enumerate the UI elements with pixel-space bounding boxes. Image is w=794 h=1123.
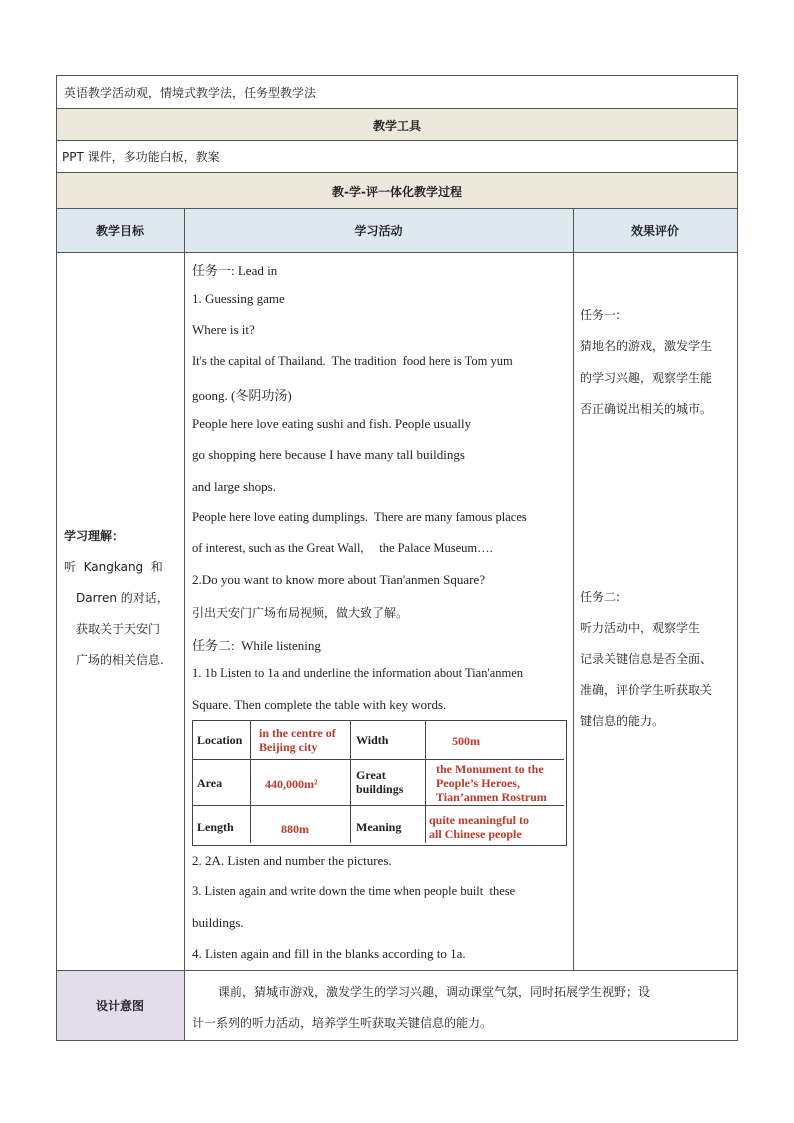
process-heading: 教-学-评一体化教学过程 (332, 185, 462, 199)
activity-line: 任务一: Lead in (192, 263, 278, 278)
width-label: Width (356, 733, 389, 747)
meaning-value: quite meaningful to all Chinese people (429, 813, 530, 841)
activity-line: 1. 1b Listen to 1a and underline the information about Tian'anmen (192, 666, 524, 680)
buildings-value: the Monument to the People’s Heroes, Tian’anmen Rostrum (436, 762, 547, 804)
activity-line: 2.Do you want to know more about Tian'anmen Square? (192, 572, 485, 587)
design-intent-line: 课前，猜城市游戏，激发学生的学习兴趣，调动课堂气氛，同时拓展学生视野；设 (218, 985, 651, 999)
location-label: Location (197, 733, 243, 747)
evaluation-line: 否正确说出相关的城市。 (580, 402, 713, 416)
activity-line: People here love eating dumplings. There are many famous places (192, 510, 527, 524)
tiananmen-info-table (192, 720, 567, 846)
evaluation-task1-title: 任务一: (580, 308, 621, 322)
evaluation-line: 准确，评价学生听获取关 (580, 683, 713, 697)
length-label: Length (197, 820, 234, 834)
activity-line: Square. Then complete the table with key words. (192, 697, 447, 712)
teaching-methods-text: 英语教学活动观，情境式教学法，任务型教学法 (64, 86, 317, 100)
activity-line: of interest, such as the Great Wall, the Palace Museum…. (192, 541, 493, 555)
design-intent-heading: 设计意图 (95, 999, 144, 1013)
activity-line: 引出天安门广场布局视频，做大致了解。 (192, 606, 409, 620)
activity-line: It's the capital of Thailand. The tradition food here is Tom yum (192, 354, 513, 368)
activity-line: People here love eating sushi and fish. People usually (192, 416, 472, 431)
activity-line: Where is it? (192, 322, 255, 337)
meaning-label: Meaning (356, 820, 402, 834)
activity-line: 3. Listen again and write down the time when people built these (192, 884, 516, 898)
teaching-tools-text: PPT 课件，多功能白板，教案 (62, 150, 220, 164)
activity-line: goong. (冬阴功汤) (192, 388, 292, 403)
evaluation-line: 键信息的能力。 (580, 714, 665, 728)
activity-line: and large shops. (192, 479, 276, 494)
column-header-evaluation: 效果评价 (630, 224, 679, 238)
area-label: Area (197, 776, 223, 790)
design-intent-line: 计一系列的听力活动，培养学生听获取关键信息的能力。 (192, 1016, 493, 1030)
column-header-activity: 学习活动 (354, 224, 403, 238)
teaching-tools-heading: 教学工具 (372, 119, 421, 133)
evaluation-line: 的学习兴趣，观察学生能 (580, 371, 713, 385)
evaluation-line: 记录关键信息是否全面、 (580, 652, 713, 666)
activity-line: 2. 2A. Listen and number the pictures. (192, 853, 392, 868)
column-header-goal: 教学目标 (95, 224, 144, 238)
activity-line: 任务二: While listening (192, 638, 321, 653)
evaluation-line: 听力活动中，观察学生 (580, 621, 701, 635)
buildings-label: Great buildings (356, 768, 404, 796)
activity-line: 1. Guessing game (192, 291, 285, 306)
goal-line: 广场的相关信息. (76, 653, 164, 667)
evaluation-task2-title: 任务二: (580, 590, 621, 604)
activity-line: go shopping here because I have many tall buildings (192, 447, 465, 462)
evaluation-line: 猜地名的游戏，激发学生 (580, 339, 713, 353)
activity-line: buildings. (192, 915, 244, 930)
goal-line: Darren 的对话， (76, 591, 169, 605)
length-value: 880m (281, 822, 309, 836)
area-value: 440,000m² (265, 777, 318, 791)
location-value: in the centre of Beijing city (259, 726, 336, 754)
goal-title: 学习理解： (64, 529, 125, 543)
goal-line: 获取关于天安门 (76, 622, 161, 636)
width-value: 500m (452, 734, 480, 748)
goal-line: 听 Kangkang 和 (64, 560, 163, 574)
activity-line: 4. Listen again and fill in the blanks according to 1a. (192, 946, 466, 961)
